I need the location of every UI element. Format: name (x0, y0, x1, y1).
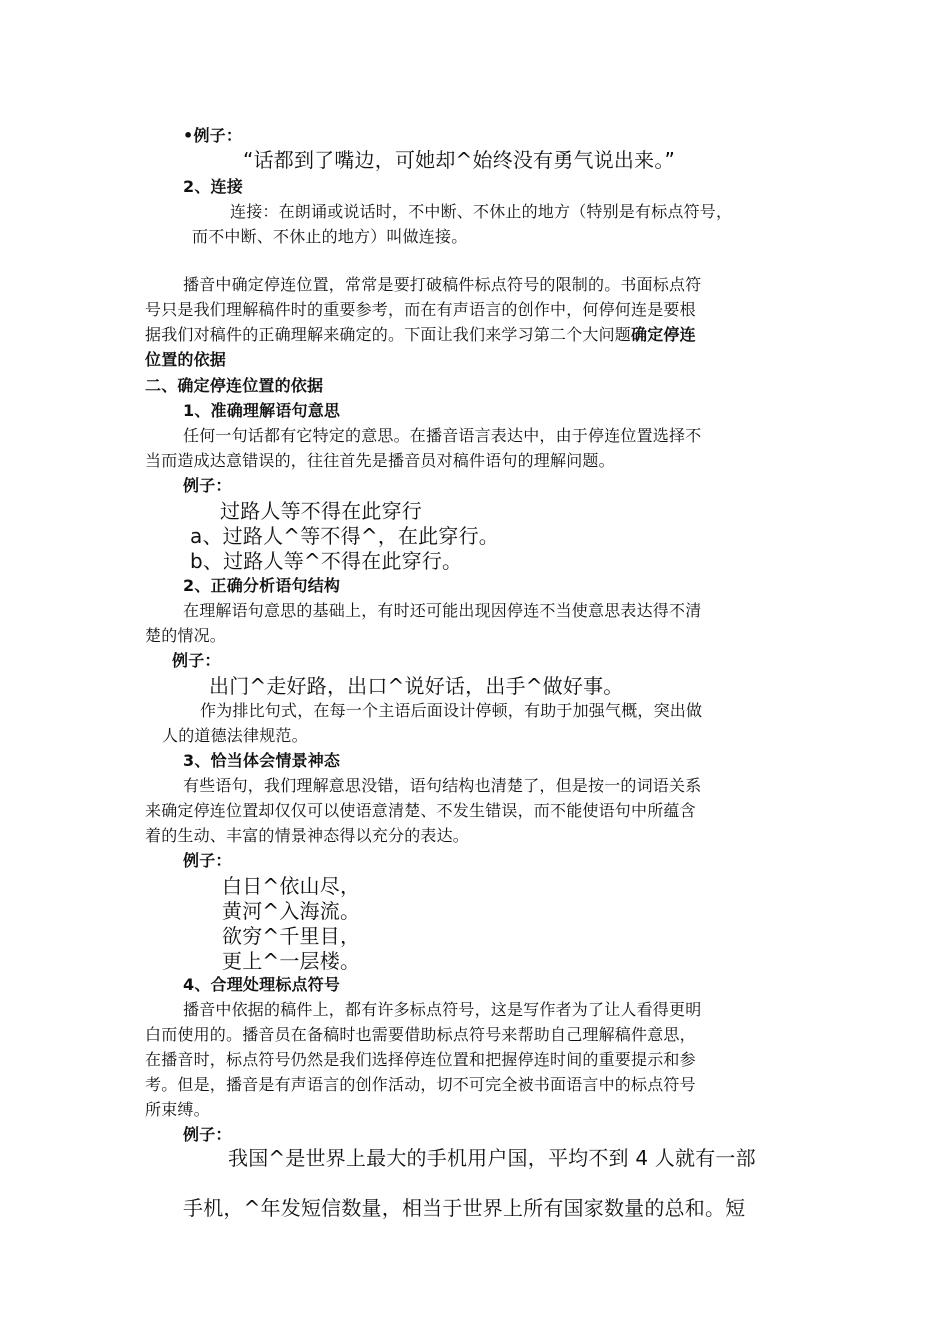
subsection-heading: 4、合理处理标点符号 (183, 975, 341, 994)
paragraph-line: 当而造成达意错误的，往往首先是播音员对稿件语句的理解问题。 (145, 451, 615, 470)
paragraph-line: 考。但是，播音是有声语言的创作活动，切不可完全被书面语言中的标点符号 (145, 1075, 696, 1094)
paragraph-line: 所束缚。 (145, 1100, 210, 1119)
example-line: b、过路人等^不得在此穿行。 (190, 549, 463, 573)
example-quote: “话都到了嘴边，可她却^始终没有勇气说出来。” (243, 148, 676, 172)
paragraph-line: 楚的情况。 (145, 626, 227, 645)
paragraph-line: 在理解语句意思的基础上，有时还可能出现因停连不当使意思表达得不清 (183, 601, 702, 620)
bold-phrase: 确定停连 (631, 325, 696, 344)
connection-definition-line: 连接：在朗诵或说话时，不中断、不休止的地方（特别是有标点符号， (230, 202, 733, 221)
intro-paragraph-line: 位置的依据 (145, 350, 227, 369)
paragraph-line: 白而使用的。播音员在备稿时也需要借助标点符号来帮助自己理解稿件意思， (145, 1025, 696, 1044)
example-line: 我国^是世界上最大的手机用户国，平均不到 4 人就有一部 (228, 1146, 756, 1170)
example-line: 手机，^年发短信数量，相当于世界上所有国家数量的总和。短 (183, 1196, 746, 1220)
example-label: 例子： (183, 476, 232, 495)
example-label: • 例子： (183, 124, 242, 148)
example-line: 过路人等不得在此穿行 (220, 499, 422, 523)
paragraph-line: 在播音时，标点符号仍然是我们选择停连位置和把握停连时间的重要提示和参 (145, 1050, 696, 1069)
paragraph-line: 着的生动、丰富的情景神态得以充分的表达。 (145, 826, 470, 845)
note-line: 作为排比句式，在每一个主语后面设计停顿，有助于加强气概，突出做 (200, 701, 703, 720)
poem-line: 白日^依山尽， (222, 874, 361, 898)
paragraph-line: 任何一句话都有它特定的意思。在播音语言表达中，由于停连位置选择不 (183, 426, 702, 445)
poem-line: 欲穷^千里目， (222, 924, 361, 948)
example-label: 例子： (183, 851, 232, 870)
section-title: 二、确定停连位置的依据 (145, 376, 324, 395)
subsection-heading: 3、恰当体会情景神态 (183, 751, 341, 770)
intro-paragraph-line: 据我们对稿件的正确理解来确定的。下面让我们来学习第二个大问题确定停连 (145, 325, 696, 344)
subsection-heading: 2、正确分析语句结构 (183, 576, 341, 595)
intro-paragraph-line: 号只是我们理解稿件时的重要参考，而在有声语言的创作中，何停何连是要根 (145, 300, 696, 319)
poem-line: 黄河^入海流。 (222, 899, 361, 923)
example-label: 例子： (172, 651, 221, 670)
intro-paragraph-line: 播音中确定停连位置，常常是要打破稿件标点符号的限制的。书面标点符 (183, 275, 702, 294)
paragraph-line: 有些语句，我们理解意思没错，语句结构也清楚了，但是按一的词语关系 (183, 776, 702, 795)
connection-definition-line: 而不中断、不休止的地方）叫做连接。 (192, 227, 468, 246)
paragraph-line: 播音中依据的稿件上，都有许多标点符号，这是写作者为了让人看得更明 (183, 1000, 702, 1019)
note-line: 人的道德法律规范。 (162, 726, 308, 745)
example-line: a、过路人^等不得^，在此穿行。 (190, 524, 499, 548)
example-label: 例子： (183, 1125, 232, 1144)
poem-line: 更上^一层楼。 (222, 949, 361, 973)
example-line: 出门^走好路，出口^说好话，出手^做好事。 (209, 674, 624, 698)
subsection-heading: 1、准确理解语句意思 (183, 401, 341, 420)
section-heading-connection: 2、连接 (183, 177, 243, 196)
paragraph-line: 来确定停连位置却仅仅可以使语意清楚、不发生错误，而不能使语句中所蕴含 (145, 801, 696, 820)
